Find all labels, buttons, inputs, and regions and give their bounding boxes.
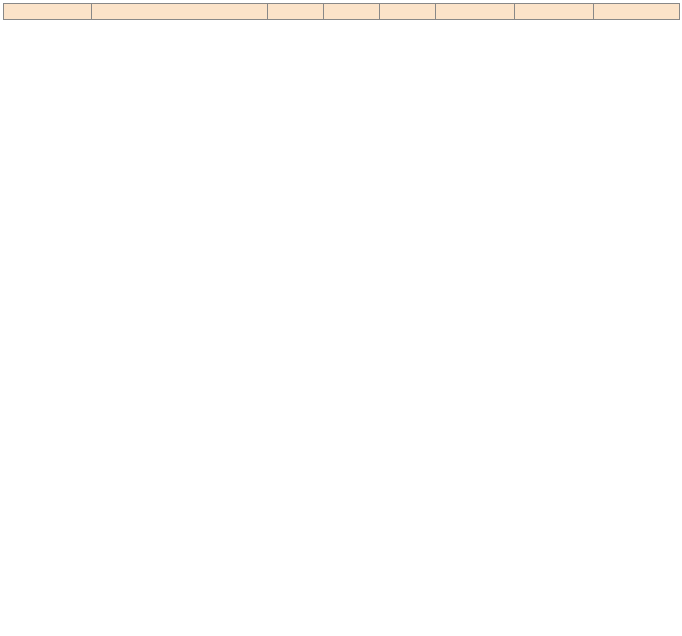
header-enrolled bbox=[380, 4, 436, 20]
header-admitted bbox=[324, 4, 380, 20]
header-applications bbox=[268, 4, 324, 20]
header-admit-rate bbox=[436, 4, 515, 20]
header-major bbox=[92, 4, 268, 20]
header-gre-gmat bbox=[594, 4, 680, 20]
header-row bbox=[4, 4, 680, 20]
header-gpa bbox=[515, 4, 594, 20]
admissions-table-top bbox=[3, 3, 680, 20]
header-school bbox=[4, 4, 92, 20]
